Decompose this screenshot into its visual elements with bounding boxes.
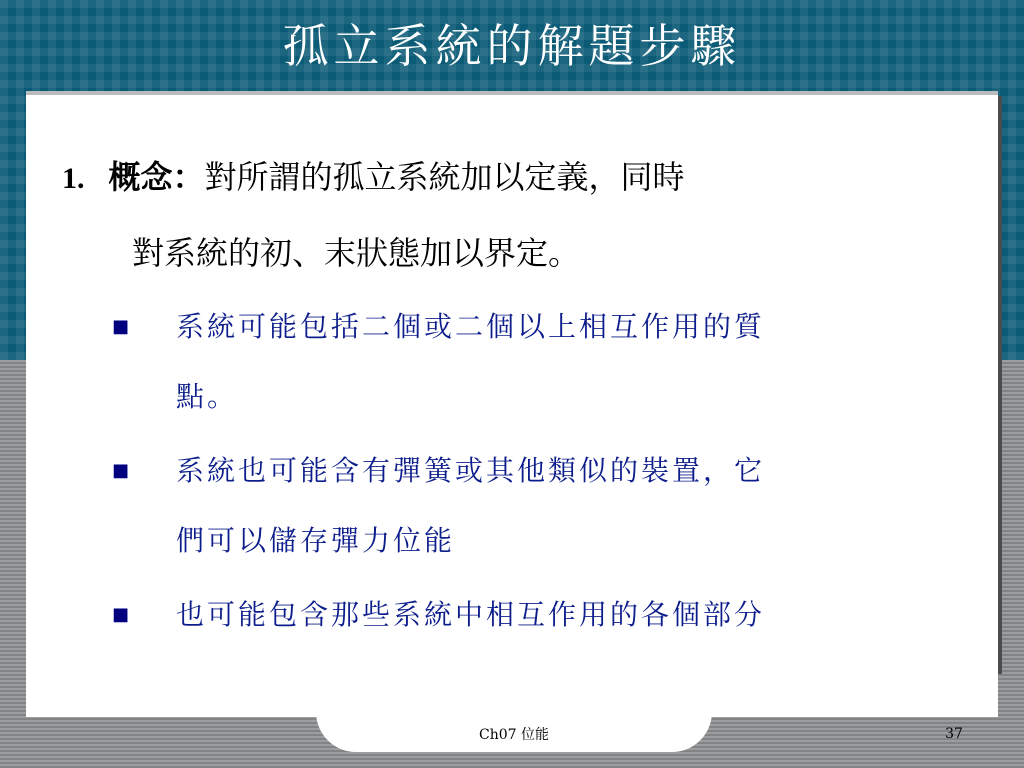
page-number: 37: [945, 726, 963, 742]
bullet-item: [112, 436, 932, 576]
bullet-line-1: 系統可能包括二個或二個以上相互作用的質: [176, 310, 766, 343]
bullet-square-icon: ■: [112, 604, 130, 625]
bullet-line-2: 們可以儲存彈力位能: [176, 524, 456, 557]
bullet-square-icon: ■: [112, 460, 130, 481]
bullet-item: [112, 292, 932, 432]
numbered-item-line-1: [62, 140, 962, 216]
slide-title: 孤立系統的解題步驟: [282, 19, 742, 73]
bullet-item: [112, 580, 932, 650]
bullet-line-1: 也可能包含那些系統中相互作用的各個部分: [176, 598, 766, 631]
bullet-list: [112, 292, 932, 654]
bullet-line-1: 系統也可能含有彈簧或其他類似的裝置，它: [176, 454, 766, 487]
item-number: 1.: [62, 162, 85, 195]
item-text-line-2: 對系統的初、末狀態加以界定。: [132, 234, 581, 272]
item-text-line-1: 對所謂的孤立系統加以定義，同時: [204, 158, 685, 196]
numbered-item: [62, 140, 962, 290]
item-term: 概念：: [108, 158, 205, 196]
bullet-square-icon: ■: [112, 316, 130, 337]
bullet-line-2: 點。: [176, 380, 239, 413]
slide-footer: Ch07 位能: [479, 727, 549, 743]
